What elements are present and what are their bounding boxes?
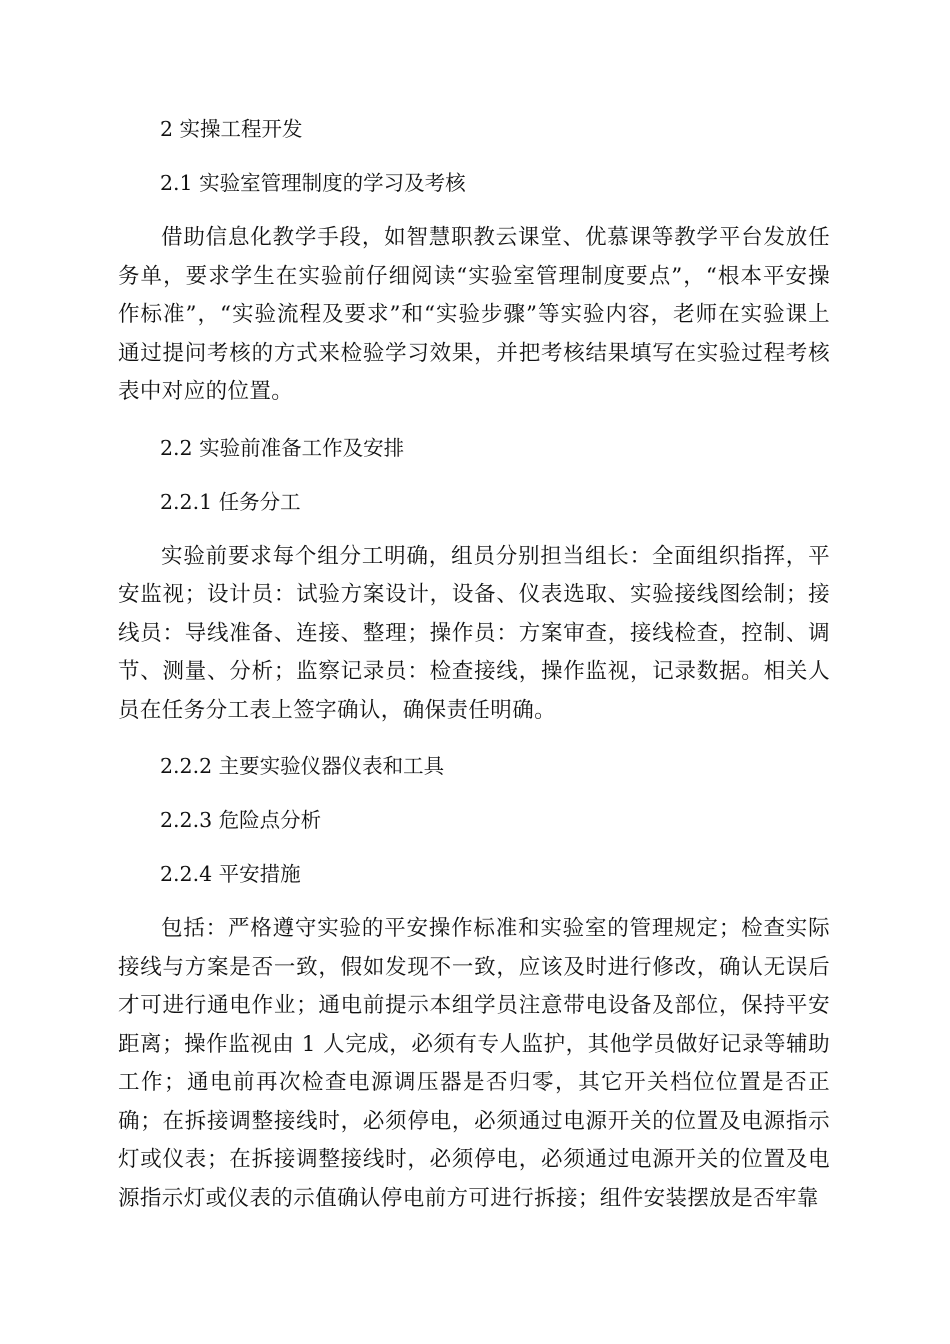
paragraph-safety-measures: 包括：严格遵守实验的平安操作标准和实验室的管理规定；检查实际接线与方案是否一致，假如发现不一致，应该及时进行修改，确认无误后才可进行通电作业；通电前提示本组学员注意带电设备及部位，保持平安距离；操作监视由 1 人完成，必须有专人监护，其他学员做好记录等辅助工作；通电前再次检查电源调压器是否归零，其它开关档位位置是否正确；在拆接调整接线时，必须停电，必须通过电源开关的位置及电源指示灯或仪表；在拆接调整接线时，必须停电，必须通过电源开关的位置及电源指示灯或仪表的示值确认停电前方可进行拆接；组件安装摆放是否牢靠 [118, 916, 830, 1211]
document-body [118, 110, 830, 1218]
heading-2: 2 实操工程开发 [160, 117, 303, 141]
paragraph-task-division: 实验前要求每个组分工明确，组员分别担当组长：全面组织指挥，平安监视；设计员：试验方案设计，设备、仪表选取、实验接线图绘制；接线员：导线准备、连接、整理；操作员：方案审查，接线检查，控制、调节、测量、分析；监察记录员：检查接线，操作监视，记录数据。相关人员在任务分工表上签字确认，确保责任明确。 [118, 543, 830, 723]
heading-2-2-1: 2.2.1 任务分工 [160, 489, 301, 514]
heading-2-1: 2.1 实验室管理制度的学习及考核 [160, 171, 466, 195]
heading-2-2: 2.2 实验前准备工作及安排 [160, 435, 405, 460]
heading-2-2-2: 2.2.2 主要实验仪器仪表和工具 [160, 754, 445, 778]
paragraph-lab-rules: 借助信息化教学手段，如智慧职教云课堂、优慕课等教学平台发放任务单，要求学生在实验前仔细阅读“实验室管理制度要点”，“根本平安操作标准”，“实验流程及要求”和“实验步骤”等实验内容，老师在实验课上通过提问考核的方式来检验学习效果，并把考核结果填写在实验过程考核表中对应的位置。 [118, 225, 830, 404]
heading-2-2-3: 2.2.3 危险点分析 [160, 808, 322, 832]
heading-2-2-4: 2.2.4 平安措施 [160, 862, 301, 886]
